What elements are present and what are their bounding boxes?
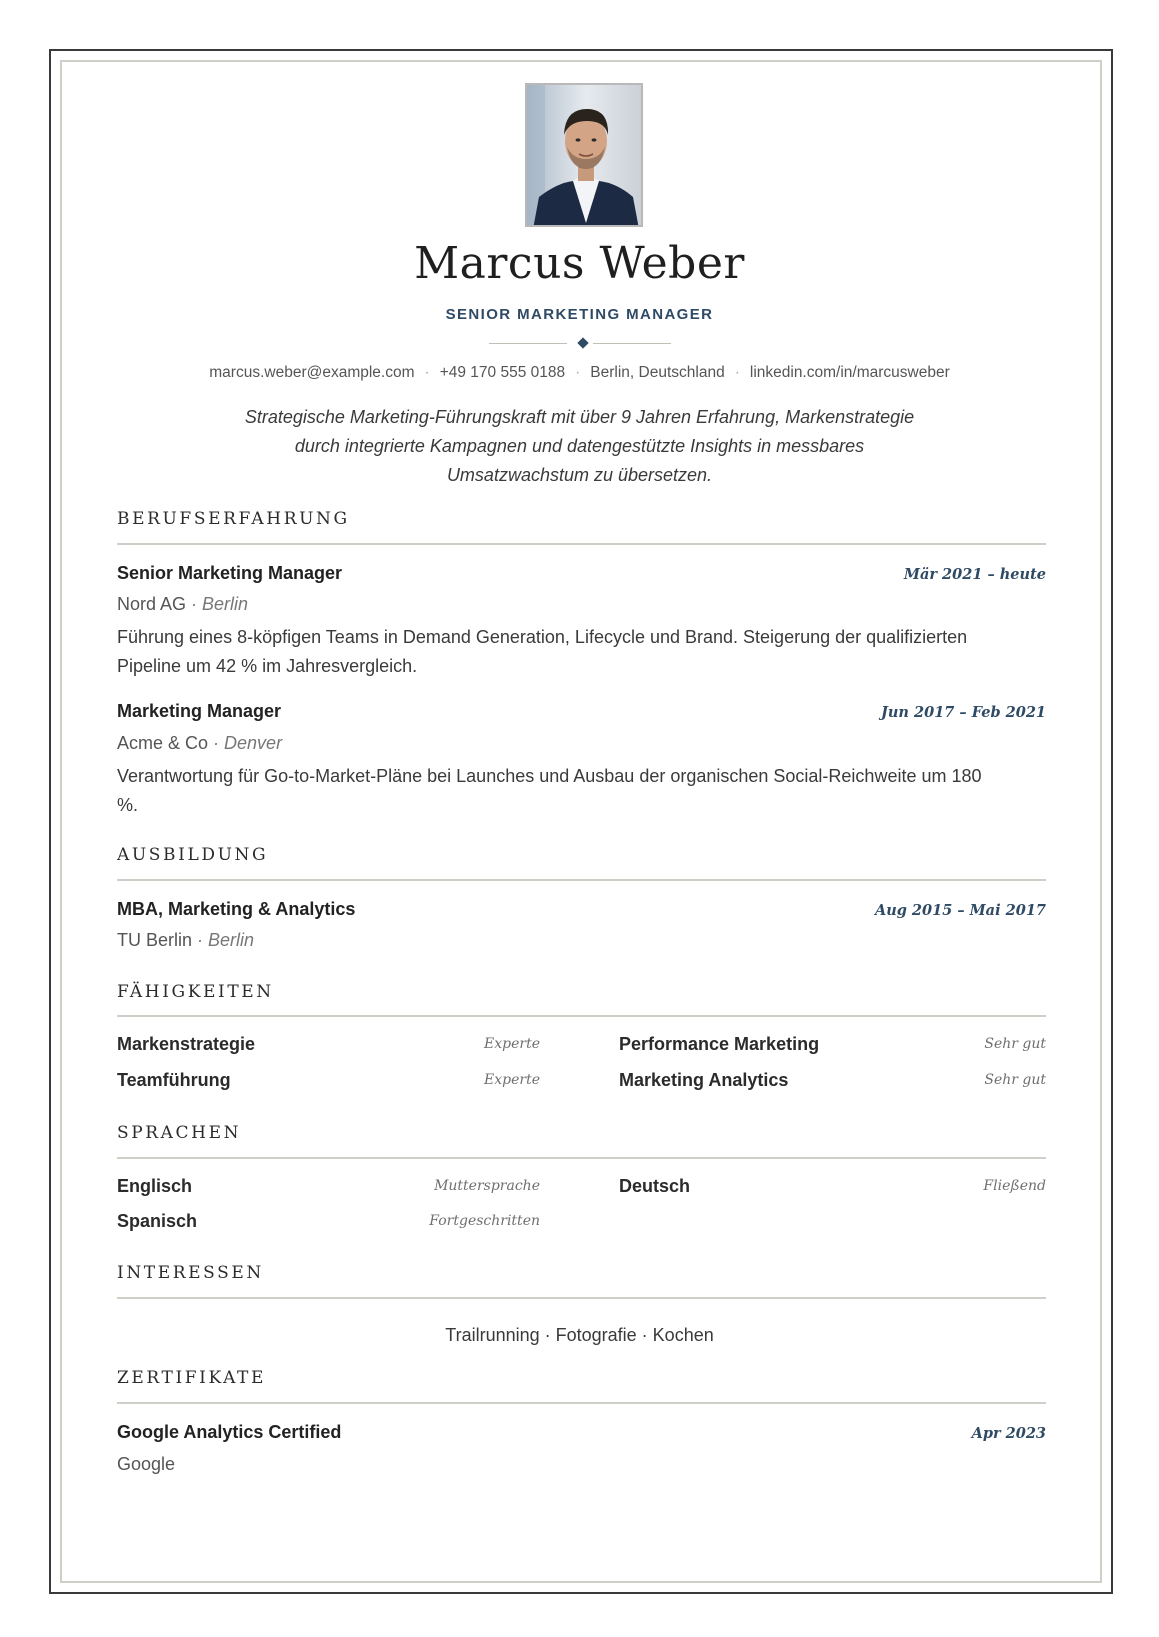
company-location: Berlin — [202, 594, 249, 614]
certificate-title: Google Analytics Certified — [117, 1422, 342, 1442]
phone-number[interactable]: +49 170 555 0188 — [439, 364, 566, 381]
degree-institution: TU Berlin · Berlin — [117, 930, 255, 950]
degree-title: MBA, Marketing & Analytics — [117, 899, 356, 919]
section-title-skills: FÄHIGKEITEN — [117, 982, 274, 1002]
section-rule — [117, 1297, 1046, 1299]
section-title-interests: INTERESSEN — [117, 1263, 264, 1283]
section-rule — [117, 879, 1046, 881]
language-level: Fortgeschritten — [429, 1213, 540, 1229]
degree-date: Aug 2015 – Mai 2017 — [874, 902, 1046, 919]
section-title-languages: SPRACHEN — [117, 1123, 242, 1143]
title-divider-left — [489, 343, 567, 344]
section-title-experience: BERUFSERFAHRUNG — [117, 509, 350, 529]
interests-list: Trailrunning · Fotografie · Kochen — [445, 1325, 714, 1345]
job-date: Mär 2021 – heute — [903, 566, 1046, 583]
company-name: Nord AG — [117, 594, 187, 614]
skill-level: Sehr gut — [984, 1072, 1046, 1088]
separator-dot: · — [575, 364, 581, 381]
description-line: Verantwortung für Go-to-Market-Pläne bei Launches und Ausbau der organischen Social-Reichweite um 180 — [117, 766, 982, 786]
section-rule — [117, 1157, 1046, 1159]
candidate-name: Marcus Weber — [414, 238, 745, 289]
job-date: Jun 2017 – Feb 2021 — [881, 704, 1046, 721]
email-link[interactable]: marcus.weber@example.com — [209, 364, 415, 381]
skill-name: Marketing Analytics — [619, 1070, 789, 1090]
summary-line: Umsatzwachstum zu übersetzen. — [446, 465, 713, 485]
language-name: Englisch — [117, 1176, 193, 1196]
skill-name: Markenstrategie — [117, 1034, 256, 1054]
location-text: Berlin, Deutschland — [590, 364, 725, 381]
description-line: Führung eines 8-köpfigen Teams in Demand Generation, Lifecycle und Brand. Steigerung der qualifizierten — [117, 627, 968, 647]
institution-name: TU Berlin — [117, 930, 193, 950]
summary-line: durch integrierte Kampagnen und datengestützte Insights in messbares — [294, 436, 865, 456]
certificate-issuer: Google — [117, 1454, 176, 1474]
job-company: Acme & Co · Denver — [117, 733, 283, 753]
section-rule — [117, 1015, 1046, 1017]
profile-summary — [200, 403, 959, 490]
linkedin-link[interactable]: linkedin.com/in/marcusweber — [749, 364, 950, 381]
language-name: Deutsch — [619, 1176, 691, 1196]
skill-name: Performance Marketing — [619, 1034, 820, 1054]
section-title-certificates: ZERTIFIKATE — [117, 1368, 266, 1388]
section-rule — [117, 543, 1046, 545]
job-title-entry: Senior Marketing Manager — [117, 563, 343, 583]
profile-photo — [525, 83, 643, 227]
language-level: Fließend — [983, 1178, 1046, 1194]
job-description — [117, 623, 1047, 681]
description-line: Pipeline um 42 % im Jahresvergleich. — [117, 656, 418, 676]
skill-level: Sehr gut — [984, 1036, 1046, 1052]
portrait-photo-icon — [527, 85, 643, 227]
section-title-education: AUSBILDUNG — [117, 845, 269, 865]
company-name: Acme & Co — [117, 733, 209, 753]
skill-level: Experte — [484, 1072, 540, 1088]
job-company: Nord AG · Berlin — [117, 594, 249, 614]
institution-location: Berlin — [208, 930, 255, 950]
language-level: Muttersprache — [434, 1178, 540, 1194]
title-divider-right — [593, 343, 671, 344]
separator-dot: · — [734, 364, 740, 381]
company-location: Denver — [224, 733, 283, 753]
summary-line: Strategische Marketing-Führungskraft mit über 9 Jahren Erfahrung, Markenstrategie — [244, 407, 915, 427]
job-title: SENIOR MARKETING MANAGER — [445, 306, 714, 323]
certificate-date: Apr 2023 — [971, 1425, 1046, 1442]
job-description — [117, 762, 1047, 820]
job-title-entry: Marketing Manager — [117, 701, 282, 721]
skill-name: Teamführung — [117, 1070, 231, 1090]
contact-line — [0, 364, 1159, 382]
separator-dot: · — [424, 364, 430, 381]
section-rule — [117, 1402, 1046, 1404]
skill-level: Experte — [484, 1036, 540, 1052]
language-name: Spanisch — [117, 1211, 198, 1231]
description-line: %. — [117, 795, 139, 815]
